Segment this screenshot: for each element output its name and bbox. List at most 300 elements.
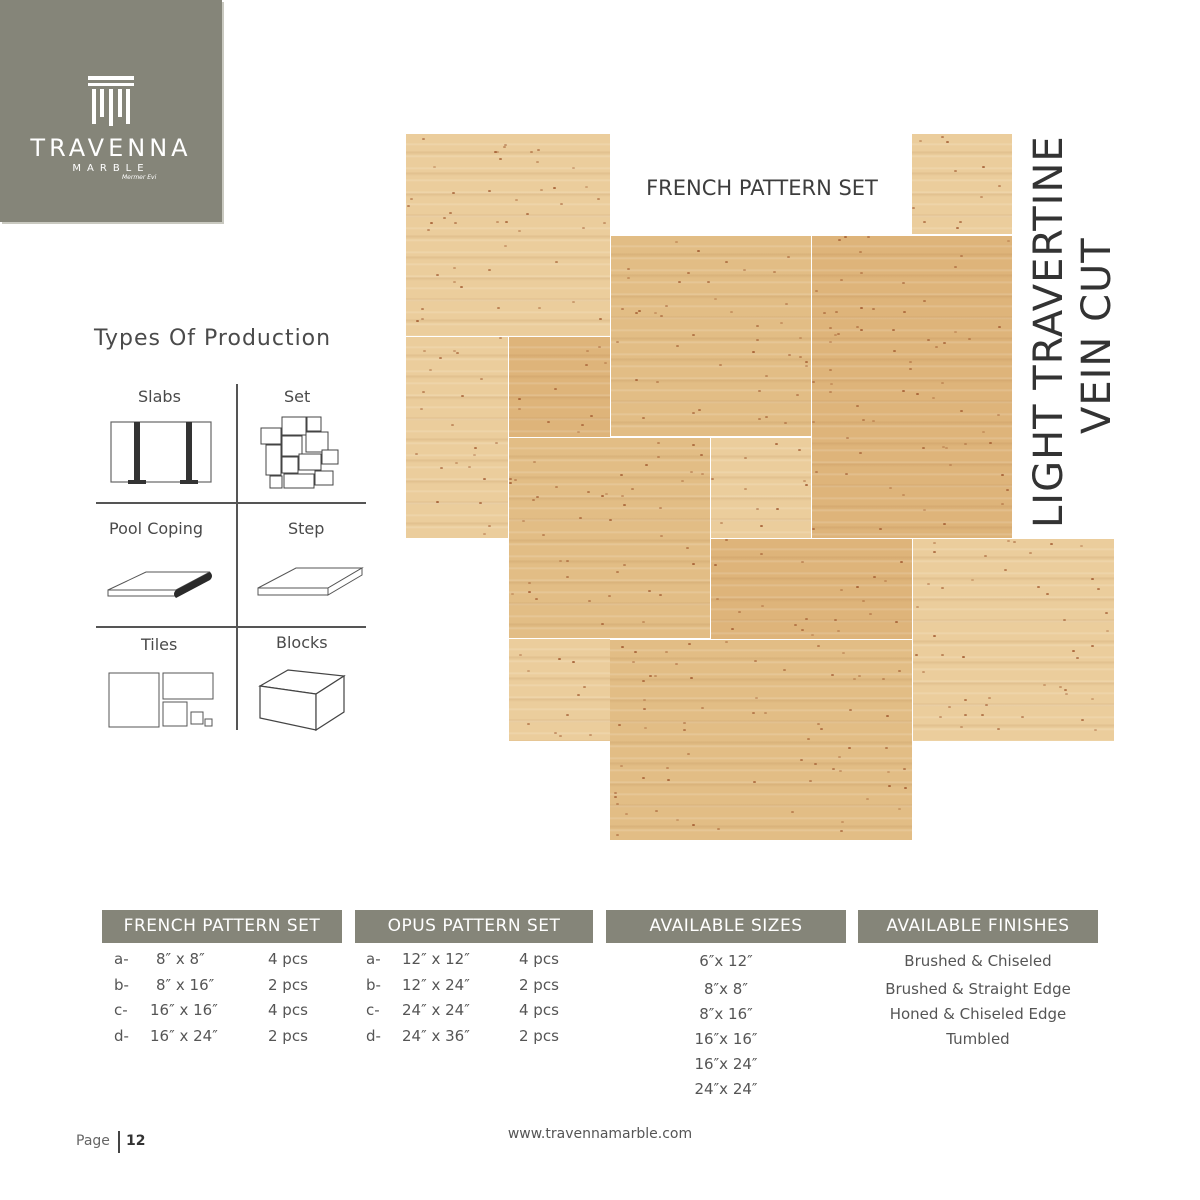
pore-speck [1001, 503, 1004, 505]
pore-speck [642, 417, 645, 419]
tile [611, 236, 811, 436]
pore-speck [621, 308, 624, 310]
row-key: c- [114, 1001, 128, 1019]
pore-speck [1013, 541, 1016, 543]
pore-speck [577, 431, 580, 433]
pore-speck [436, 501, 439, 503]
product-title-line2: VEIN CUT [1074, 237, 1120, 434]
pore-speck [654, 675, 657, 677]
pore-speck [590, 415, 593, 417]
type-label-set: Set [284, 387, 311, 406]
pore-speck [960, 410, 963, 412]
pore-speck [452, 192, 455, 194]
pore-speck [856, 586, 859, 588]
pore-speck [599, 318, 602, 320]
pore-speck [912, 207, 915, 209]
pore-speck [1043, 684, 1046, 686]
pore-speck [515, 199, 518, 201]
type-label-step: Step [288, 519, 325, 538]
pore-speck [627, 277, 630, 279]
pore-speck [625, 813, 628, 815]
pore-speck [725, 641, 728, 643]
row-size: 12″ x 12″ [402, 950, 470, 968]
pore-speck [528, 582, 531, 584]
pore-speck [840, 589, 843, 591]
pore-speck [817, 723, 820, 725]
pore-speck [791, 811, 794, 813]
pore-speck [601, 495, 604, 497]
pore-speck [536, 161, 539, 163]
brand-sub: MARBLE [72, 163, 150, 174]
pore-speck [538, 307, 541, 309]
pore-speck [862, 600, 865, 602]
pore-speck [716, 598, 719, 600]
pore-speck [1029, 552, 1032, 554]
pore-speck [616, 341, 619, 343]
pore-speck [560, 203, 563, 205]
pore-speck [714, 298, 717, 300]
tile [711, 438, 811, 538]
pore-speck [480, 378, 483, 380]
pore-speck [519, 654, 522, 656]
pore-speck [451, 424, 454, 426]
pore-speck [927, 339, 930, 341]
tile [912, 134, 1012, 234]
pore-speck [620, 474, 623, 476]
blocks-icon [258, 668, 348, 732]
tile [406, 134, 610, 336]
brand-signature: Mermer Evi [122, 174, 157, 181]
pore-speck [829, 369, 832, 371]
pore-speck [800, 759, 803, 761]
row-key: a- [366, 950, 381, 968]
pore-speck [609, 519, 612, 521]
size-item: 8″x 8″ [704, 980, 748, 998]
pore-speck [858, 675, 861, 677]
pore-speck [807, 738, 810, 740]
pore-speck [838, 756, 841, 758]
pore-speck [856, 326, 859, 328]
pore-speck [468, 466, 471, 468]
pore-speck [756, 325, 759, 327]
pore-speck [530, 151, 533, 153]
pore-speck [698, 409, 701, 411]
pore-speck [860, 272, 863, 274]
pore-speck [982, 431, 985, 433]
row-key: c- [366, 1001, 380, 1019]
pore-speck [483, 533, 486, 535]
pore-speck [837, 630, 840, 632]
pore-speck [1007, 540, 1010, 542]
pore-speck [598, 346, 601, 348]
row-key: d- [366, 1027, 381, 1045]
pore-speck [933, 551, 936, 553]
pore-speck [701, 707, 704, 709]
pore-speck [719, 364, 722, 366]
pore-speck [1004, 569, 1007, 571]
type-label-tiles: Tiles [141, 635, 178, 654]
pore-speck [888, 785, 891, 787]
pore-speck [962, 656, 965, 658]
size-item: 24″x 24″ [694, 1080, 758, 1098]
pore-speck [642, 777, 645, 779]
pore-speck [859, 251, 862, 253]
pore-speck [1105, 612, 1108, 614]
pore-speck [765, 375, 768, 377]
sizes-header: AVAILABLE SIZES [606, 910, 846, 943]
brand-name: TRAVENNA [30, 134, 192, 162]
pore-speck [1106, 630, 1109, 632]
pore-speck [433, 166, 436, 168]
pore-speck [780, 322, 783, 324]
pore-speck [799, 356, 802, 358]
pore-speck [731, 628, 734, 630]
pore-speck [812, 381, 815, 383]
pore-speck [919, 140, 922, 142]
pore-speck [829, 391, 832, 393]
pore-speck [867, 236, 870, 238]
pore-speck [681, 480, 684, 482]
pore-speck [421, 308, 424, 310]
row-key: d- [114, 1027, 129, 1045]
pore-speck [505, 221, 508, 223]
pore-speck [872, 308, 875, 310]
pore-speck [932, 397, 935, 399]
row-key: a- [114, 950, 129, 968]
row-size: 8″ x 8″ [156, 950, 205, 968]
pore-speck [558, 658, 561, 660]
pore-speck [638, 310, 641, 312]
pore-speck [829, 327, 832, 329]
pore-speck [941, 136, 944, 138]
pore-speck [801, 629, 804, 631]
pore-speck [892, 329, 895, 331]
pore-speck [1007, 240, 1010, 242]
pore-speck [1037, 586, 1040, 588]
pore-speck [1072, 650, 1075, 652]
pore-speck [588, 600, 591, 602]
pore-speck [856, 405, 859, 407]
pore-speck [784, 422, 787, 424]
pattern-title: FRENCH PATTERN SET [612, 176, 912, 200]
pore-speck [849, 709, 852, 711]
pore-speck [998, 326, 1001, 328]
tile [406, 337, 508, 538]
pore-speck [618, 724, 621, 726]
pore-speck [933, 542, 936, 544]
pore-speck [1081, 719, 1084, 721]
pore-speck [436, 274, 439, 276]
pore-speck [678, 281, 681, 283]
pore-speck [1050, 543, 1053, 545]
pore-speck [577, 694, 580, 696]
pore-speck [837, 333, 840, 335]
pore-speck [642, 680, 645, 682]
pore-speck [893, 350, 896, 352]
pore-speck [527, 723, 530, 725]
pore-speck [814, 763, 817, 765]
row-size: 16″ x 24″ [150, 1027, 218, 1045]
pore-speck [1076, 657, 1079, 659]
pore-speck [488, 190, 491, 192]
pore-speck [559, 735, 562, 737]
pore-speck [454, 222, 457, 224]
pore-speck [643, 708, 646, 710]
row-key: b- [114, 976, 129, 994]
pore-speck [964, 714, 967, 716]
pore-speck [542, 534, 545, 536]
pore-speck [535, 598, 538, 600]
pore-speck [648, 590, 651, 592]
pore-speck [566, 714, 569, 716]
pore-speck [981, 714, 984, 716]
pore-speck [422, 391, 425, 393]
pore-speck [730, 311, 733, 313]
pore-speck [586, 350, 589, 352]
row-size: 8″ x 16″ [156, 976, 215, 994]
size-item: 6″x 12″ [699, 952, 753, 970]
pore-speck [964, 699, 967, 701]
pore-speck [923, 509, 926, 511]
pore-speck [420, 408, 423, 410]
pore-speck [616, 834, 619, 836]
pore-speck [805, 365, 808, 367]
pore-speck [915, 654, 918, 656]
pore-speck [656, 381, 659, 383]
pore-speck [554, 732, 557, 734]
pore-speck [1021, 716, 1024, 718]
pore-speck [483, 478, 486, 480]
pore-speck [756, 339, 759, 341]
pore-speck [604, 362, 607, 364]
pore-speck [758, 418, 761, 420]
pore-speck [860, 307, 863, 309]
pore-speck [453, 350, 456, 352]
pore-speck [1097, 588, 1100, 590]
product-title [1026, 135, 1120, 528]
pore-speck [982, 166, 985, 168]
pore-speck [553, 187, 556, 189]
pore-speck [547, 421, 550, 423]
pore-speck [798, 449, 801, 451]
pore-speck [645, 464, 648, 466]
pore-speck [785, 303, 788, 305]
pore-speck [935, 346, 938, 348]
pore-speck [959, 221, 962, 223]
pore-speck [744, 457, 747, 459]
pore-speck [803, 480, 806, 482]
pore-speck [862, 419, 865, 421]
pore-speck [587, 491, 590, 493]
pore-speck [725, 539, 728, 541]
pore-speck [840, 279, 843, 281]
pore-speck [514, 479, 517, 481]
pore-speck [635, 379, 638, 381]
pore-speck [688, 643, 691, 645]
types-title: Types Of Production [94, 326, 332, 351]
pore-speck [832, 768, 835, 770]
pore-speck [415, 453, 418, 455]
pore-speck [634, 651, 637, 653]
pore-speck [1063, 619, 1066, 621]
pore-speck [903, 311, 906, 313]
pore-speck [605, 493, 608, 495]
pore-speck [657, 456, 660, 458]
pore-speck [488, 525, 491, 527]
type-label-slabs: Slabs [138, 387, 181, 406]
pore-speck [909, 368, 912, 370]
pore-speck [815, 290, 818, 292]
pore-speck [980, 196, 983, 198]
pool-coping-icon [106, 564, 216, 604]
brand-logo-panel [0, 0, 222, 222]
pore-speck [922, 447, 925, 449]
pore-speck [902, 494, 905, 496]
size-item: 16″x 24″ [694, 1055, 758, 1073]
pore-speck [815, 471, 818, 473]
pore-speck [783, 669, 786, 671]
pore-speck [758, 390, 761, 392]
pore-speck [572, 301, 575, 303]
page-label: Page [76, 1133, 110, 1149]
pore-speck [942, 446, 945, 448]
pore-speck [922, 671, 925, 673]
pore-speck [676, 345, 679, 347]
pore-speck [499, 337, 502, 339]
pore-speck [760, 525, 763, 527]
pore-speck [775, 443, 778, 445]
pore-speck [532, 499, 535, 501]
pore-speck [787, 256, 790, 258]
row-size: 16″ x 16″ [150, 1001, 218, 1019]
pore-speck [997, 728, 1000, 730]
pore-speck [635, 312, 638, 314]
finishes-header: AVAILABLE FINISHES [858, 910, 1098, 943]
pore-speck [872, 420, 875, 422]
grid-divider-horizontal [96, 626, 366, 628]
pore-speck [830, 383, 833, 385]
pore-speck [753, 781, 756, 783]
pore-speck [916, 606, 919, 608]
row-qty: 4 pcs [268, 1001, 308, 1019]
pore-speck [620, 765, 623, 767]
pore-speck [572, 167, 575, 169]
pore-speck [873, 576, 876, 578]
pore-speck [889, 487, 892, 489]
pore-speck [422, 138, 425, 140]
french-set-header: FRENCH PATTERN SET [102, 910, 342, 943]
pore-speck [898, 670, 901, 672]
pore-speck [954, 170, 957, 172]
page-number: 12 [126, 1133, 146, 1149]
pore-speck [659, 594, 662, 596]
pore-speck [904, 787, 907, 789]
pore-speck [831, 674, 834, 676]
pore-speck [725, 261, 728, 263]
pore-speck [518, 408, 521, 410]
pore-speck [416, 320, 419, 322]
pore-speck [846, 437, 849, 439]
pore-speck [533, 461, 536, 463]
pore-speck [946, 141, 949, 143]
pore-speck [675, 663, 678, 665]
pore-speck [410, 198, 413, 200]
pore-speck [738, 611, 741, 613]
pore-speck [788, 354, 791, 356]
pore-speck [840, 830, 843, 832]
pore-speck [461, 395, 464, 397]
pore-speck [968, 338, 971, 340]
pore-speck [665, 651, 668, 653]
pore-speck [526, 213, 529, 215]
pore-speck [945, 447, 948, 449]
row-size: 12″ x 24″ [402, 976, 470, 994]
pore-speck [941, 654, 944, 656]
pore-speck [443, 217, 446, 219]
pore-speck [522, 520, 525, 522]
pore-speck [666, 767, 669, 769]
pore-speck [1080, 545, 1083, 547]
pore-speck [488, 269, 491, 271]
pore-speck [423, 350, 426, 352]
pore-speck [960, 726, 963, 728]
pore-speck [812, 421, 815, 423]
pore-speck [479, 502, 482, 504]
pore-speck [509, 478, 512, 480]
pore-speck [997, 414, 1000, 416]
pore-speck [744, 488, 747, 490]
website-link[interactable]: www.travennamarble.com [507, 1126, 693, 1142]
tile [711, 539, 912, 639]
pore-speck [697, 250, 700, 252]
pore-speck [473, 454, 476, 456]
pore-speck [439, 357, 442, 359]
pore-speck [665, 305, 668, 307]
column-logo-icon [86, 76, 136, 126]
pore-speck [949, 464, 952, 466]
pore-speck [1064, 689, 1067, 691]
pore-speck [829, 341, 832, 343]
pore-speck [1091, 698, 1094, 700]
size-item: 16″x 16″ [694, 1030, 758, 1048]
finish-item: Brushed & Straight Edge [885, 980, 1071, 998]
set-icon [260, 414, 342, 490]
pore-speck [809, 780, 812, 782]
tile [509, 438, 710, 638]
pore-speck [939, 716, 942, 718]
pore-speck [614, 792, 617, 794]
pore-speck [707, 281, 710, 283]
pore-speck [886, 715, 889, 717]
pore-speck [527, 670, 530, 672]
pore-speck [948, 706, 951, 708]
pore-speck [657, 442, 660, 444]
pore-speck [683, 729, 686, 731]
pore-speck [621, 495, 624, 497]
pore-speck [503, 146, 506, 148]
pore-speck [895, 621, 898, 623]
pore-speck [933, 635, 936, 637]
pore-speck [923, 300, 926, 302]
row-qty: 2 pcs [268, 1027, 308, 1045]
pore-speck [659, 507, 662, 509]
row-size: 24″ x 36″ [402, 1027, 470, 1045]
pore-speck [581, 424, 584, 426]
pore-speck [998, 185, 1001, 187]
pore-speck [582, 227, 585, 229]
pore-speck [960, 255, 963, 257]
tile [509, 337, 610, 437]
